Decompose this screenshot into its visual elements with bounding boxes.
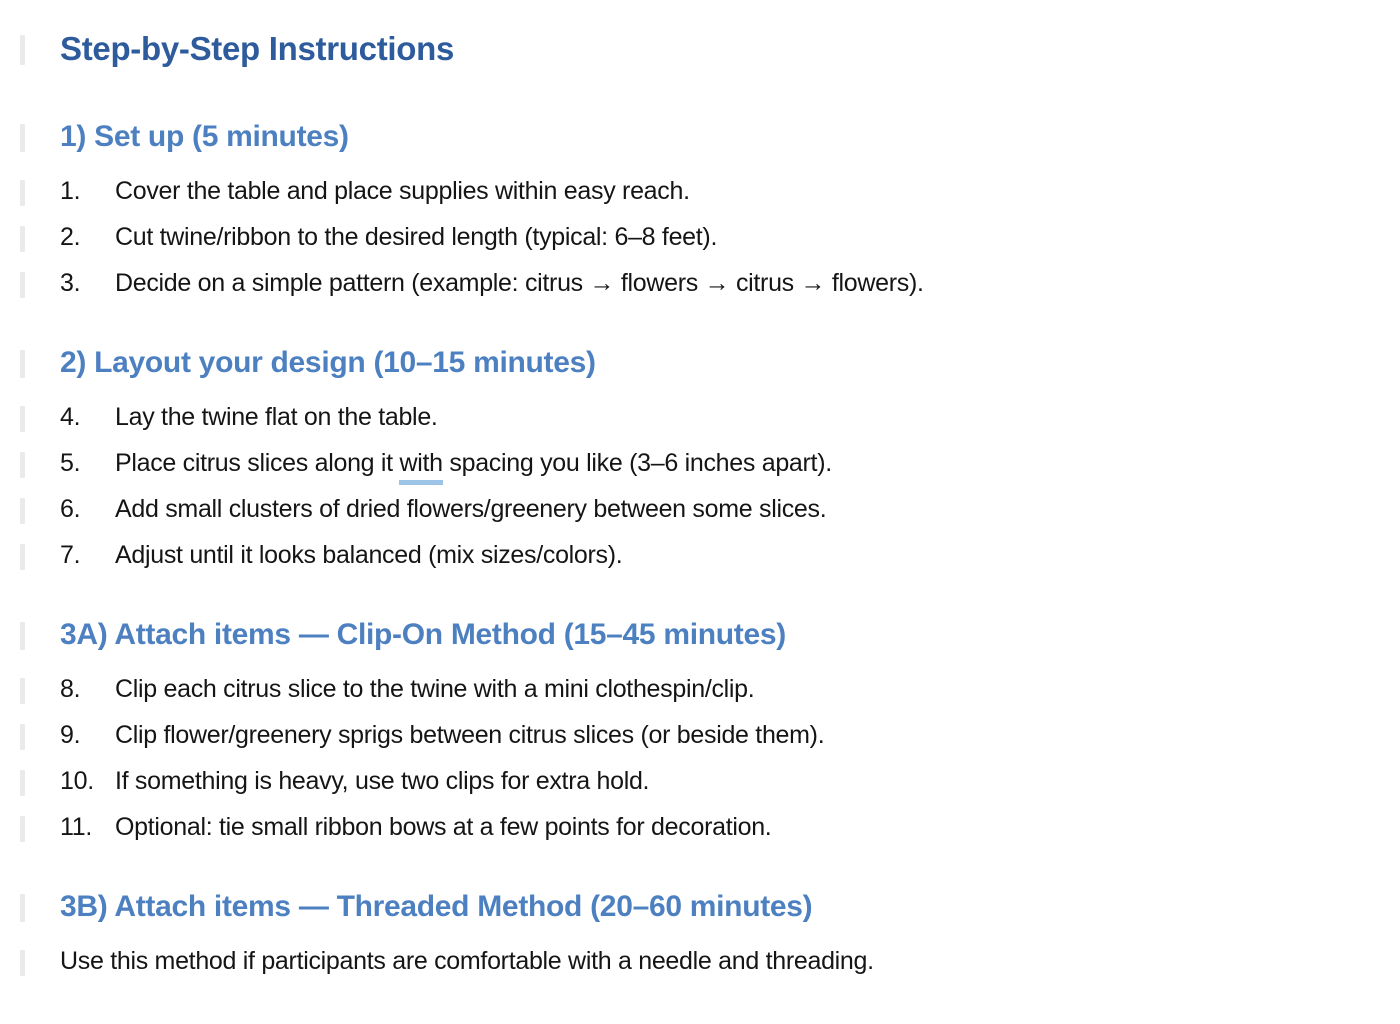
section-setup (60, 118, 1340, 298)
list-item-text-segment: Place citrus slices along it (115, 449, 400, 477)
list-item-text: Cut twine/ribbon to the desired length (typical: 6–8 feet). (115, 223, 718, 251)
section-heading (60, 344, 1340, 382)
change-bar (20, 894, 25, 922)
change-bar (20, 622, 25, 650)
change-bar (20, 724, 25, 750)
list-item (60, 494, 1340, 524)
change-bar (20, 180, 25, 206)
list-item-text: Clip flower/greenery sprigs between citrus slices (or beside them). (115, 721, 825, 749)
list-item (60, 766, 1340, 796)
list-item-number: 5. (60, 449, 81, 477)
numbered-list (60, 402, 1340, 570)
change-bar (20, 35, 25, 65)
list-item (60, 176, 1340, 206)
section-heading (60, 616, 1340, 654)
list-item (60, 674, 1340, 704)
paragraph (60, 946, 1340, 976)
section-heading (60, 118, 1340, 156)
list-item-number: 11. (60, 813, 92, 841)
numbered-list (60, 674, 1340, 842)
list-item-number: 1. (60, 177, 81, 205)
list-item-number: 2. (60, 223, 81, 251)
list-item-number: 9. (60, 721, 81, 749)
list-item-number: 8. (60, 675, 81, 703)
section-heading (60, 888, 1340, 926)
list-item (60, 222, 1340, 252)
list-item-text-segment: spacing you like (3–6 inches apart). (442, 449, 832, 477)
change-bar (20, 226, 25, 252)
list-item-number: 7. (60, 541, 81, 569)
change-bar (20, 678, 25, 704)
section-attach-clip-on (60, 616, 1340, 842)
change-bar (20, 544, 25, 570)
list-item (60, 812, 1340, 842)
section-heading-text: 3A) Attach items — Clip-On Method (15–45 minutes) (60, 618, 786, 651)
change-bar (20, 452, 25, 478)
list-item (60, 540, 1340, 570)
change-bar (20, 350, 25, 378)
list-item-number: 6. (60, 495, 81, 523)
list-item-text: Lay the twine flat on the table. (115, 403, 438, 431)
section-attach-threaded (60, 888, 1340, 976)
change-bar (20, 770, 25, 796)
list-item-text: If something is heavy, use two clips for extra hold. (115, 767, 650, 795)
numbered-list (60, 176, 1340, 298)
change-bar (20, 950, 25, 976)
section-heading-text: 3B) Attach items — Threaded Method (20–60 minutes) (60, 890, 813, 923)
paragraph-text: Use this method if participants are comfortable with a needle and threading. (60, 947, 874, 975)
change-bar (20, 816, 25, 842)
section-heading-text: 2) Layout your design (10–15 minutes) (60, 346, 596, 379)
list-item-text: Decide on a simple pattern (example: citrus → flowers → citrus → flowers). (115, 269, 924, 297)
list-item-text: Add small clusters of dried flowers/greenery between some slices. (115, 495, 827, 523)
list-item (60, 268, 1340, 298)
list-item-text (115, 448, 1340, 478)
list-item-text: Clip each citrus slice to the twine with a mini clothespin/clip. (115, 675, 755, 703)
document-title (60, 30, 1340, 68)
list-item-text: Cover the table and place supplies within easy reach. (115, 177, 690, 205)
list-item (60, 448, 1340, 478)
list-item (60, 720, 1340, 750)
list-item (60, 402, 1340, 432)
list-item-number: 4. (60, 403, 81, 431)
section-layout (60, 344, 1340, 570)
list-item-number: 10. (60, 767, 94, 795)
document-title-text: Step-by-Step Instructions (60, 30, 455, 67)
list-item-text: Adjust until it looks balanced (mix sizes/colors). (115, 541, 623, 569)
list-item-number: 3. (60, 269, 81, 297)
change-bar (20, 124, 25, 152)
grammar-underlined-word: with (399, 449, 442, 485)
section-heading-text: 1) Set up (5 minutes) (60, 120, 349, 153)
change-bar (20, 406, 25, 432)
change-bar (20, 498, 25, 524)
change-bar (20, 272, 25, 298)
list-item-text: Optional: tie small ribbon bows at a few points for decoration. (115, 813, 772, 841)
